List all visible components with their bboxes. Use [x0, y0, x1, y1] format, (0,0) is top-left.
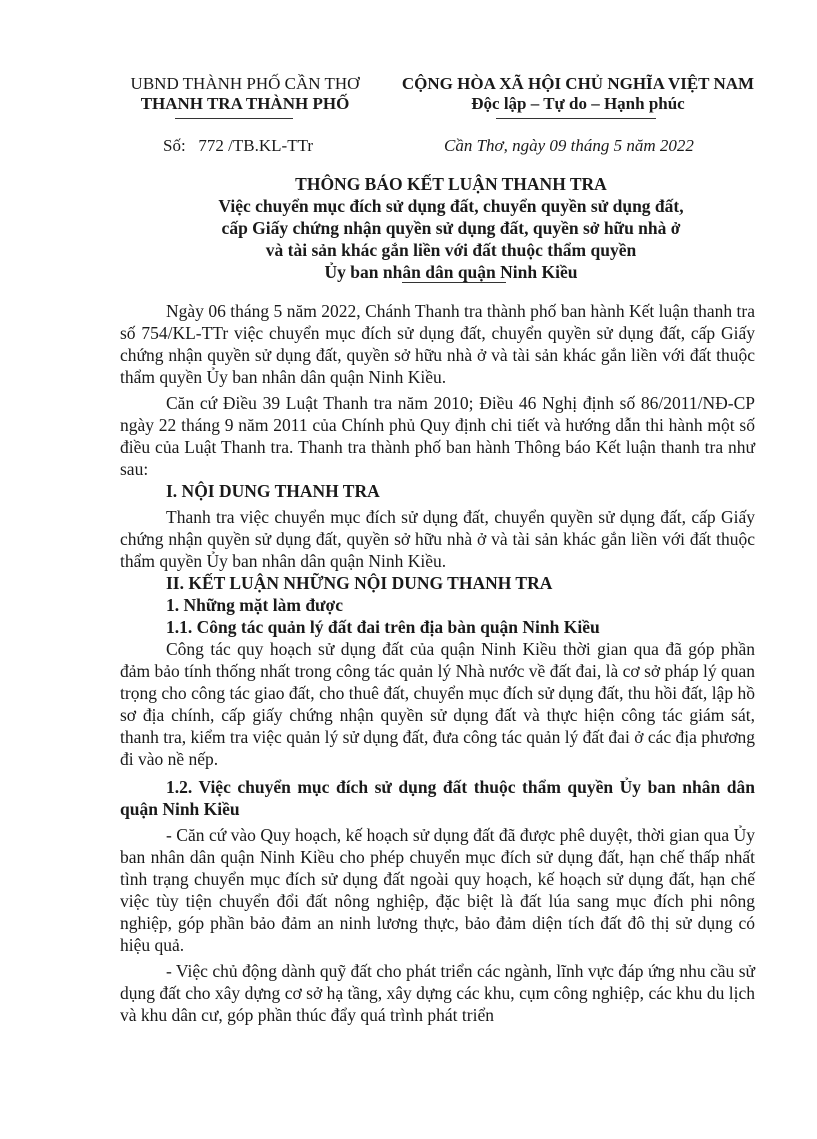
section-2-heading: II. KẾT LUẬN NHỮNG NỘI DUNG THANH TRA [166, 573, 553, 593]
title-line-1: THÔNG BÁO KẾT LUẬN THANH TRA [295, 174, 607, 194]
subsection-1-1-text: Công tác quy hoạch sử dụng đất của quận Ninh Kiều thời gian qua đã góp phần đảm bảo tính thống nhất trong công tác quản lý Nhà nước về đất đai, là cơ sở pháp lý quan trọng cho công tác giao đất, cho thuê đất, chuyển mục đích sử dụng đất, thu hồi đất, lập hồ sơ địa chính, cấp giấy chứng nhận quyền sử dụng đất và thực hiện công tác giám sát, thanh tra, kiểm tra việc quản lý sử dụng đất, đưa công tác quản lý đất đai ở các địa phương đi vào nề nếp. [120, 639, 755, 769]
agency-line-1: UBND THÀNH PHỐ CẦN THƠ [130, 74, 360, 93]
national-motto [382, 74, 774, 114]
section-1-heading: I. NỘI DUNG THANH TRA [166, 481, 380, 501]
nation-line-2: Độc lập – Tự do – Hạnh phúc [471, 94, 685, 113]
document-title [120, 173, 782, 283]
intro-paragraph: Ngày 06 tháng 5 năm 2022, Chánh Thanh tra thành phố ban hành Kết luận thanh tra số 754/KL-TTr việc chuyển mục đích sử dụng đất, chuyển quyền sử dụng đất, cấp Giấy chứng nhận quyền sử dụng đất, quyền sở hữu nhà ở và tài sản khác gắn liền với đất thuộc thẩm quyền Ủy ban nhân dân quận Ninh Kiều. [120, 301, 755, 387]
nation-line-1: CỘNG HÒA XÃ HỘI CHỦ NGHĨA VIỆT NAM [401, 74, 755, 93]
subsection-1-heading: 1. Những mặt làm được [166, 595, 344, 615]
title-line-4: và tài sản khác gắn liền với đất thuộc thẩm quyền [265, 240, 637, 260]
legal-basis-paragraph: Căn cứ Điều 39 Luật Thanh tra năm 2010; Điều 46 Nghị định số 86/2011/NĐ-CP ngày 22 tháng 9 năm 2011 của Chính phủ Quy định chi tiết và hướng dẫn thi hành một số điều của Luật Thanh tra. Thanh tra thành phố ban hành Thông báo Kết luận thanh tra như sau: [120, 393, 755, 479]
agency-line-2: THANH TRA THÀNH PHỐ [140, 94, 350, 113]
title-line-3: cấp Giấy chứng nhận quyền sử dụng đất, quyền sở hữu nhà ở [221, 218, 681, 238]
place-date: Cần Thơ, ngày 09 tháng 5 năm 2022 [444, 136, 694, 155]
subsection-1-2-text-2: - Việc chủ động dành quỹ đất cho phát triển các ngành, lĩnh vực đáp ứng nhu cầu sử dụng đất cho xây dựng cơ sở hạ tầng, xây dựng các khu, cụm công nghiệp, các khu du lịch và khu dân cư, góp phần thúc đẩy quá trình phát triển [120, 961, 755, 1025]
title-underline [402, 282, 506, 283]
document-body [120, 300, 755, 1026]
issuing-agency [110, 74, 380, 114]
document-number: Số: 772 /TB.KL-TTr [163, 136, 314, 155]
subsection-1-2-heading: 1.2. Việc chuyển mục đích sử dụng đất thuộc thẩm quyền Ủy ban nhân dân quận Ninh Kiều [120, 777, 755, 819]
subsection-1-1-heading: 1.1. Công tác quản lý đất đai trên địa bàn quận Ninh Kiều [166, 617, 600, 637]
section-1-text: Thanh tra việc chuyển mục đích sử dụng đất, chuyển quyền sử dụng đất, cấp Giấy chứng nhận quyền sử dụng đất, quyền sở hữu nhà ở và tài sản khác gắn liền với đất thuộc thẩm quyền Ủy ban nhân dân quận Ninh Kiều. [120, 507, 755, 571]
title-line-5: Ủy ban nhân dân quận Ninh Kiều [324, 262, 578, 282]
subsection-1-2-text-1: - Căn cứ vào Quy hoạch, kế hoạch sử dụng đất đã được phê duyệt, thời gian qua Ủy ban nhân dân quận Ninh Kiều cho phép chuyển mục đích sử dụng đất, hạn chế thấp nhất tình trạng chuyển mục đích sử dụng đất ngoài quy hoạch, kế hoạch sử dụng đất, hạn chế việc tùy tiện chuyển đổi đất nông nghiệp, đặc biệt là đất lúa sang mục đích phi nông nghiệp, góp phần bảo đảm an ninh lương thực, bảo đảm diện tích đất đô thị sử dụng có hiệu quả. [120, 825, 755, 955]
title-line-2: Việc chuyển mục đích sử dụng đất, chuyển quyền sử dụng đất, [218, 196, 684, 216]
motto-underline [496, 118, 656, 119]
agency-underline [175, 118, 293, 119]
